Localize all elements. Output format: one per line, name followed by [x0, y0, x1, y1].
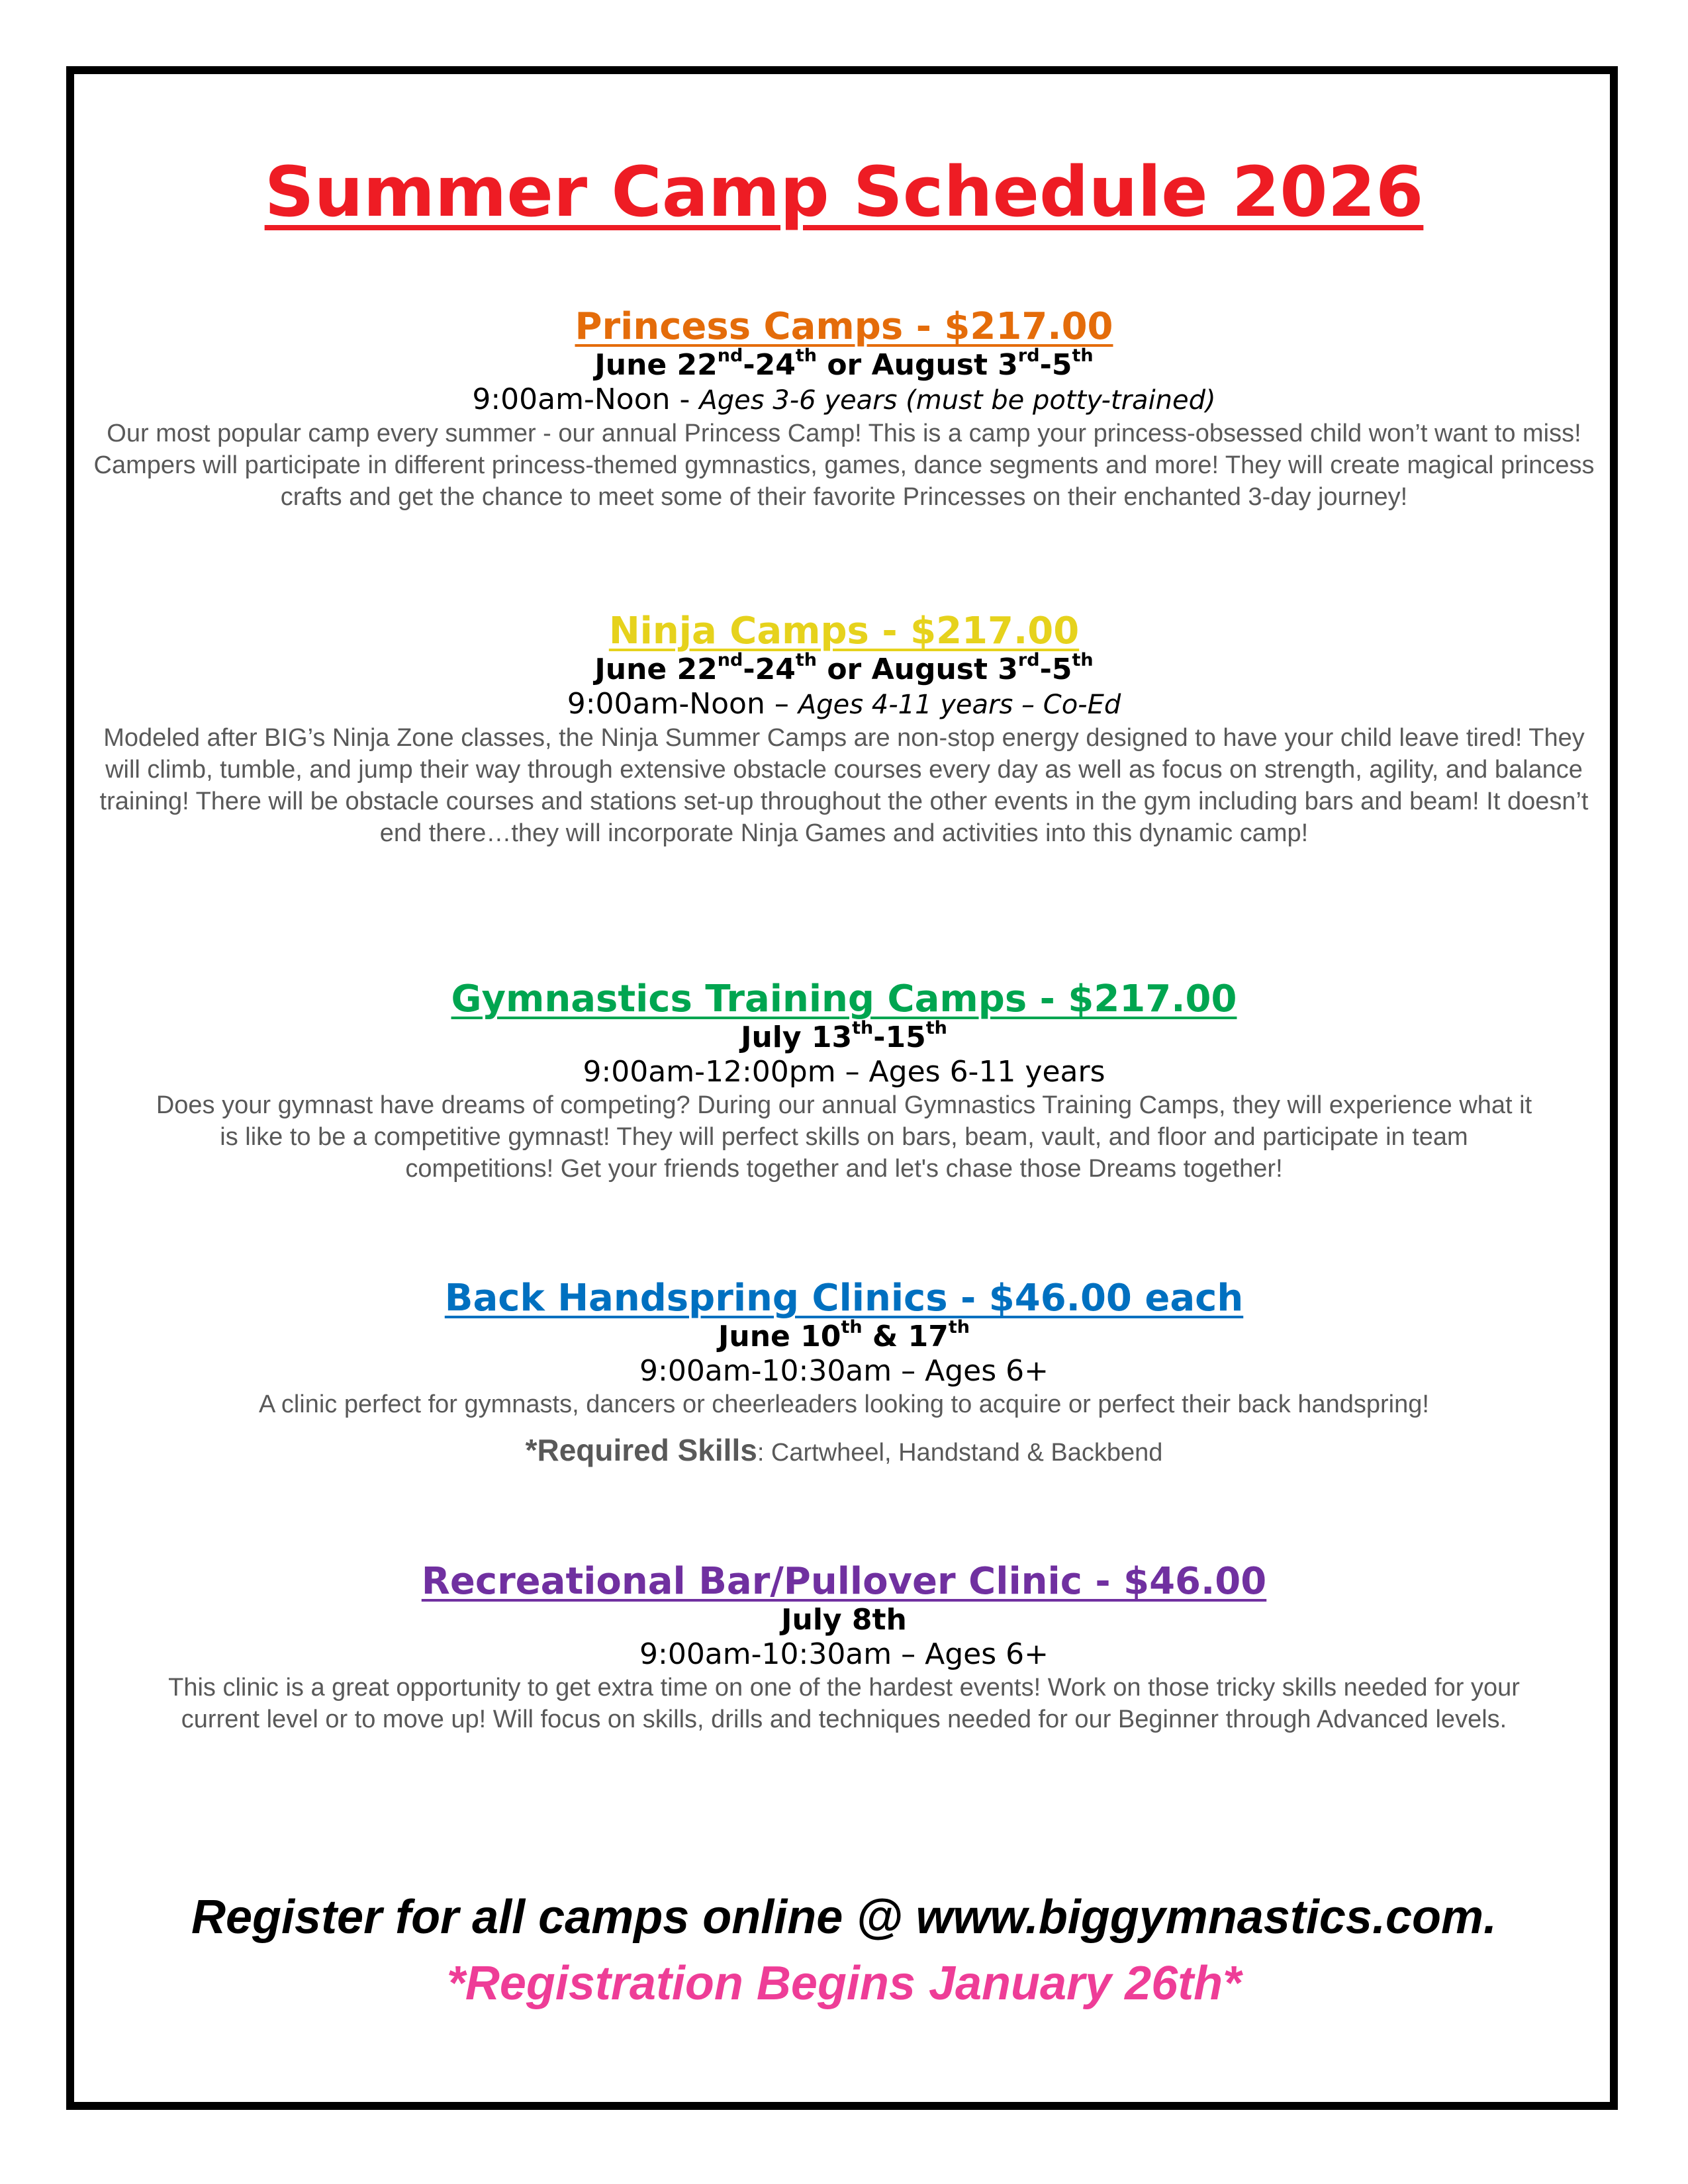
princess-time: 9:00am-Noon - Ages 3-6 years (must be potty-trained) — [472, 383, 1216, 416]
ninja-description: Modeled after BIG’s Ninja Zone classes, the Ninja Summer Camps are non-stop energy designed to have your child leave tired! They will climb, tumble, and jump their way through extensive obstacle courses every day as well as focus on strength, agility, and balance training! There will be obstacle courses and stations set-up throughout the other events in the gym including bars and beam! It doesn’t end there…they will incorporate Ninja Games and activities into this dynamic camp! — [99, 724, 1589, 847]
handspring-dates: June 10th & 17th — [718, 1317, 970, 1353]
bar-date: July 8th — [781, 1603, 907, 1637]
princess-section — [66, 306, 1622, 513]
ninja-time: 9:00am-Noon – Ages 4-11 years – Co-Ed — [567, 687, 1121, 721]
princess-heading: Princess Camps - $217.00 — [575, 305, 1113, 348]
gymnastics-dates: July 13th-15th — [741, 1018, 947, 1054]
gymnastics-time: 9:00am-12:00pm – Ages 6-11 years — [583, 1055, 1105, 1089]
bar-section — [66, 1561, 1622, 1735]
gymnastics-description: Does your gymnast have dreams of competing? During our annual Gymnastics Training Camps, they will experience what it is like to be a competitive gymnast! They will perfect skills on bars, beam, vault, and floor and participate in team competitions! Get your friends together and let's chase those Dreams together! — [156, 1091, 1532, 1183]
gymnastics-heading: Gymnastics Training Camps - $217.00 — [451, 978, 1237, 1021]
handspring-heading: Back Handspring Clinics - $46.00 each — [444, 1277, 1244, 1320]
page-title: Summer Camp Schedule 2026 — [264, 152, 1424, 232]
bar-description: This clinic is a great opportunity to get extra time on one of the hardest events! Work on those tricky skills needed for your current level or to move up! Will focus on skills, drills and techniques needed for our Beginner through Advanced levels. — [168, 1674, 1520, 1733]
bar-heading: Recreational Bar/Pullover Clinic - $46.00 — [421, 1560, 1267, 1603]
handspring-section — [66, 1277, 1622, 1469]
gymnastics-section — [66, 978, 1622, 1185]
required-skills: *Required Skills: Cartwheel, Handstand & Backbend — [525, 1433, 1163, 1467]
princess-dates: June 22nd-24th or August 3rd-5th — [594, 345, 1094, 382]
handspring-time: 9:00am-10:30am – Ages 6+ — [639, 1354, 1049, 1388]
register-line: Register for all camps online @ www.biggymnastics.com. — [191, 1891, 1497, 1944]
ninja-section — [66, 610, 1622, 849]
handspring-description: A clinic perfect for gymnasts, dancers or cheerleaders looking to acquire or perfect their back handspring! — [259, 1390, 1429, 1418]
registration-date: *Registration Begins January 26th* — [446, 1957, 1242, 2010]
ninja-heading: Ninja Camps - $217.00 — [608, 610, 1080, 653]
princess-description: Our most popular camp every summer - our annual Princess Camp! This is a camp your princess-obsessed child won’t want to miss! Campers will participate in different princess-themed gymnastics, games, dance segments and more! They will create magical princess crafts and get the chance to meet some of their favorite Princesses on their enchanted 3-day journey! — [93, 420, 1595, 511]
ninja-dates: June 22nd-24th or August 3rd-5th — [594, 650, 1094, 686]
bar-time: 9:00am-10:30am – Ages 6+ — [639, 1637, 1049, 1671]
